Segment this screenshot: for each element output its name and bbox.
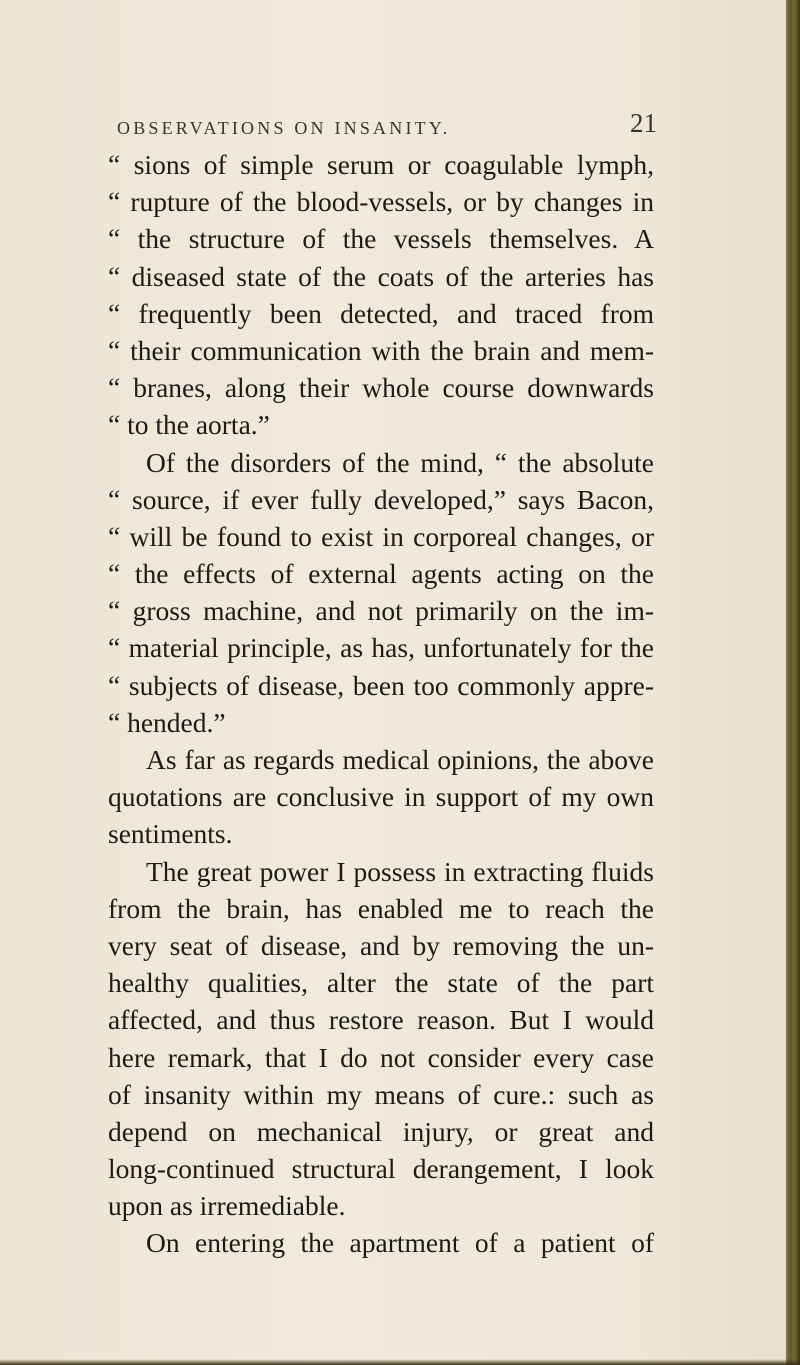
book-edge <box>786 0 800 1365</box>
text-line: upon as irremediable. <box>108 1190 346 1222</box>
text-line: here remark, that I do not consider every case <box>108 1041 654 1073</box>
text-line: sentiments. <box>108 818 233 850</box>
text-line: “ branes, along their whole course downwards <box>108 372 654 404</box>
text-line: very seat of disease, and by removing the un- <box>108 929 654 961</box>
text-line: “ subjects of disease, been too commonly appre- <box>108 669 654 701</box>
text-line: “ hended.” <box>108 706 226 738</box>
text-line: “ the effects of external agents acting on the <box>108 558 654 590</box>
text-line: quotations are conclusive in support of my own <box>108 781 654 813</box>
page-number: 21 <box>630 108 657 138</box>
bottom-shadow <box>0 1359 800 1365</box>
text-line: “ will be found to exist in corporeal changes, or <box>108 520 654 552</box>
text-line: long-continued structural derangement, I look <box>108 1153 654 1185</box>
text-line: “ source, if ever fully developed,” says Bacon, <box>108 483 654 515</box>
text-line: “ diseased state of the coats of the arteries has <box>108 260 654 292</box>
text-line: healthy qualities, alter the state of the part <box>108 967 654 999</box>
text-line: “ rupture of the blood-vessels, or by changes in <box>108 186 654 218</box>
text-line: depend on mechanical injury, or great and <box>108 1115 654 1147</box>
text-line: “ sions of simple serum or coagulable lymph, <box>108 149 654 180</box>
text-line: “ gross machine, and not primarily on the im- <box>108 595 654 627</box>
running-head: OBSERVATIONS ON INSANITY. <box>117 118 451 138</box>
page-header <box>117 106 657 142</box>
body-text <box>108 146 654 1262</box>
text-line: “ their communication with the brain and mem- <box>108 334 654 366</box>
text-line: “ material principle, as has, unfortunately for the <box>108 632 654 664</box>
text-line: “ the structure of the vessels themselves. A <box>108 223 654 255</box>
paragraph-start: The great power I possess in extracting fluids <box>146 855 654 887</box>
text-line: from the brain, has enabled me to reach the <box>108 892 654 924</box>
text-line: “ to the aorta.” <box>108 409 270 441</box>
paragraph-start: Of the disorders of the mind, “ the absolute <box>146 446 654 478</box>
text-line: “ frequently been detected, and traced from <box>108 297 654 329</box>
text-line: affected, and thus restore reason. But I would <box>108 1004 654 1036</box>
paragraph-start: On entering the apartment of a patient of <box>146 1227 654 1259</box>
paragraph-start: As far as regards medical opinions, the above <box>146 744 654 775</box>
text-line: of insanity within my means of cure.: such as <box>108 1078 654 1110</box>
